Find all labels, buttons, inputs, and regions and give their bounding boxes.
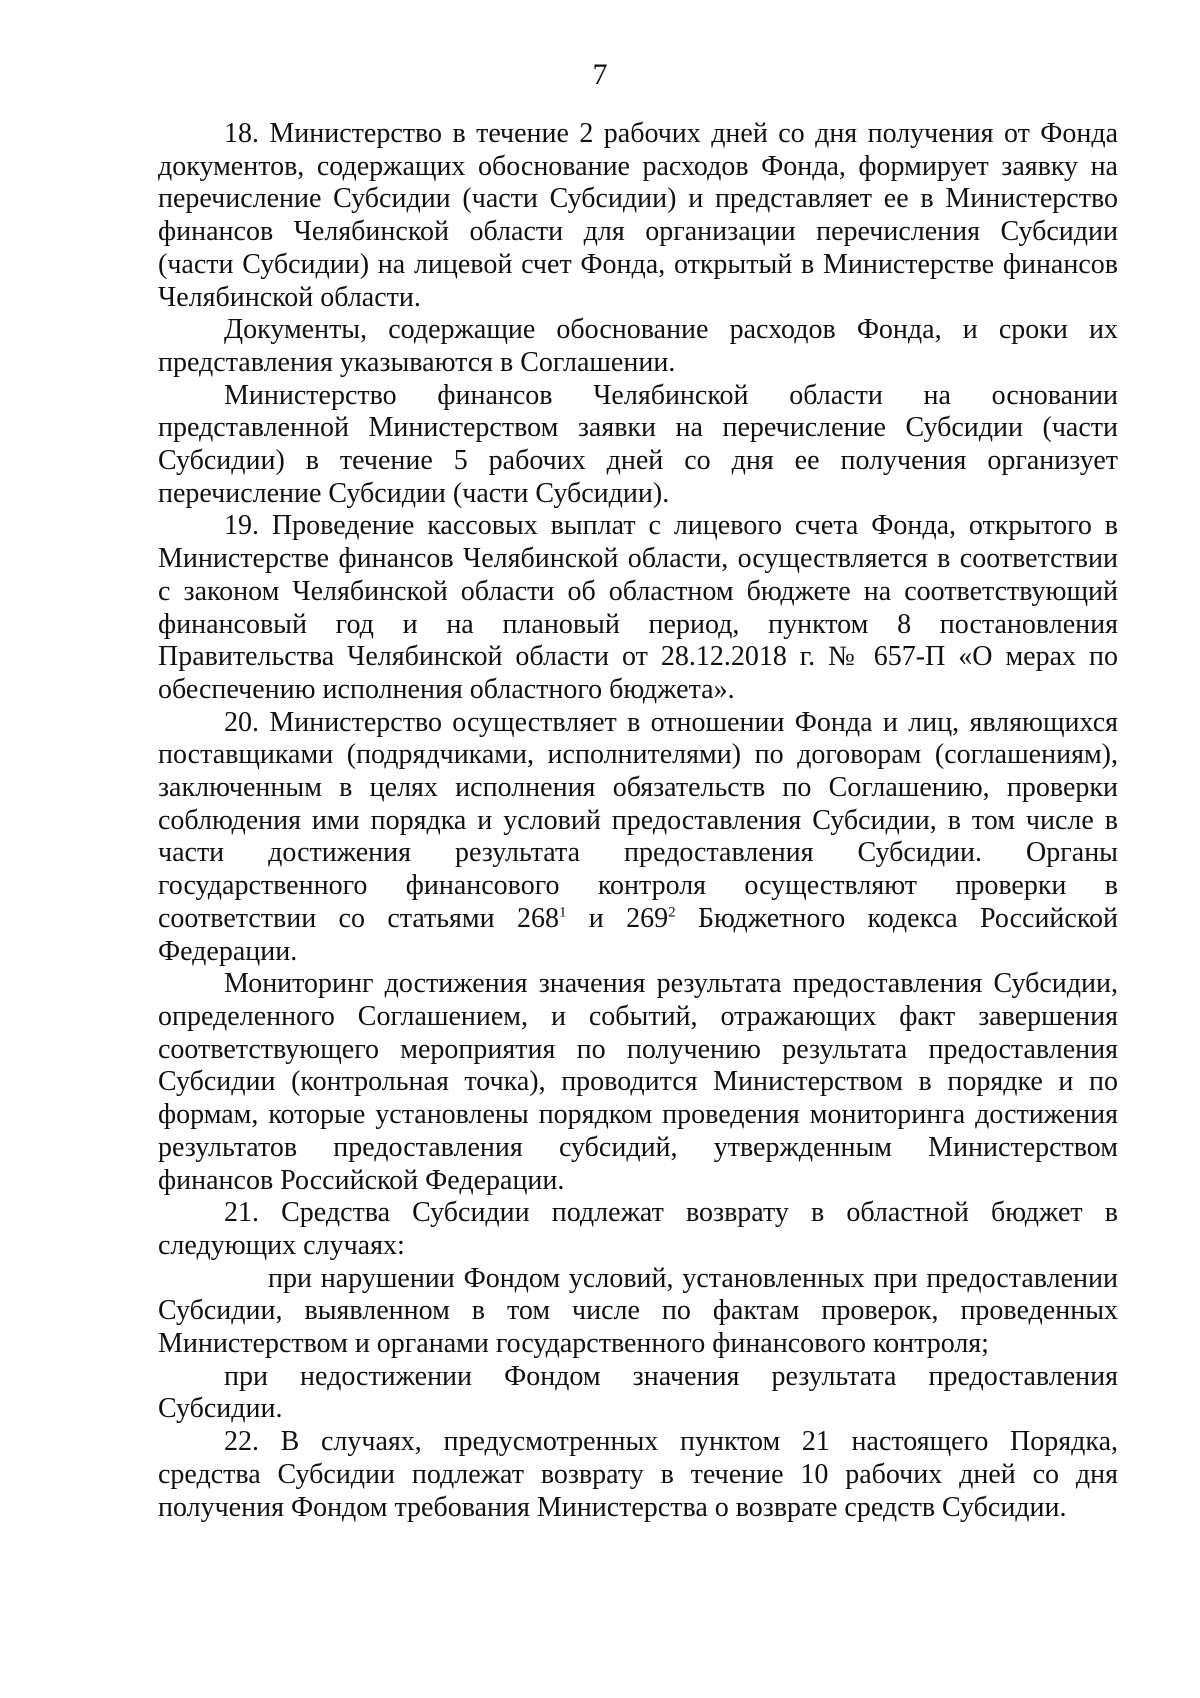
- document-body: [158, 118, 1118, 1524]
- paragraph-20-text-middle: и 269: [566, 902, 669, 934]
- paragraph-ministry-finance: Министерство финансов Челябинской области на основании представленной Министерством заявки на перечисление Субсидии (части Субсидии) в течение 5 рабочих дней со дня ее получения организует перечисление Субсидии (части Субсидии).: [158, 379, 1118, 509]
- page-number: 7: [592, 58, 608, 91]
- paragraph-20-text-after: Бюджетного кодекса Российской Федерации.: [158, 902, 1119, 967]
- paragraph-18: 18. Министерство в течение 2 рабочих дней со дня получения от Фонда документов, содержащих обоснование расходов Фонда, формирует заявку на перечисление Субсидии (части Субсидии) и представляет ее в Министерство финансов Челябинской области для организации перечисления Субсидии (части Субсидии) на лицевой счет Фонда, открытый в Министерстве финансов Челябинской области.: [158, 118, 1118, 313]
- paragraph-monitoring: Мониторинг достижения значения результата предоставления Субсидии, определенного Соглашением, и событий, отражающих факт завершения соответствующего мероприятия по получению результата предоставления Субсидии (контрольная точка), проводится Министерством в порядке и по формам, которые установлены порядком проведения мониторинга достижения результатов предоставления субсидий, утвержденным Министерством финансов Российской Федерации.: [158, 968, 1118, 1196]
- paragraph-20: [158, 707, 1118, 969]
- paragraph-21-case-violation: при нарушении Фондом условий, установленных при предоставлении Субсидии, выявленном в том числе по фактам проверок, проведенных Министерством и органами государственного финансового контроля;: [158, 1262, 1118, 1360]
- paragraph-22: 22. В случаях, предусмотренных пунктом 21 настоящего Порядка, средства Субсидии подлежат возврату в течение 10 рабочих дней со дня получения Фондом требования Министерства о возврате средств Субсидии.: [158, 1426, 1118, 1523]
- paragraph-19: 19. Проведение кассовых выплат с лицевого счета Фонда, открытого в Министерстве финансов Челябинской области, осуществляется в соответствии с законом Челябинской области об областном бюджете на соответствующий финансовый год и на плановый период, пунктом 8 постановления Правительства Челябинской области от 28.12.2018 г. № 657-П «О мерах по обеспечению исполнения областного бюджета».: [158, 510, 1118, 705]
- footnote-mark-1: 1: [558, 904, 567, 921]
- paragraph-21: 21. Средства Субсидии подлежат возврату в областной бюджет в следующих случаях:: [158, 1197, 1118, 1261]
- paragraph-20-text-before: 20. Министерство осуществляет в отношении Фонда и лиц, являющихся поставщиками (подрядчиками, исполнителями) по договорам (соглашениям), заключенным в целях исполнения обязательств по Соглашению, проверки соблюдения ими порядка и условий предоставления Субсидии, в том числе в части достижения результата предоставления Субсидии. Органы государственного финансового контроля осуществляют проверки в соответствии со статьями 268: [158, 706, 1118, 934]
- footnote-mark-2: 2: [668, 904, 676, 921]
- paragraph-21-case-nonachievement: при недостижении Фондом значения результата предоставления Субсидии.: [158, 1360, 1118, 1425]
- paragraph-documents: Документы, содержащие обоснование расходов Фонда, и сроки их представления указываются в Соглашении.: [158, 314, 1118, 378]
